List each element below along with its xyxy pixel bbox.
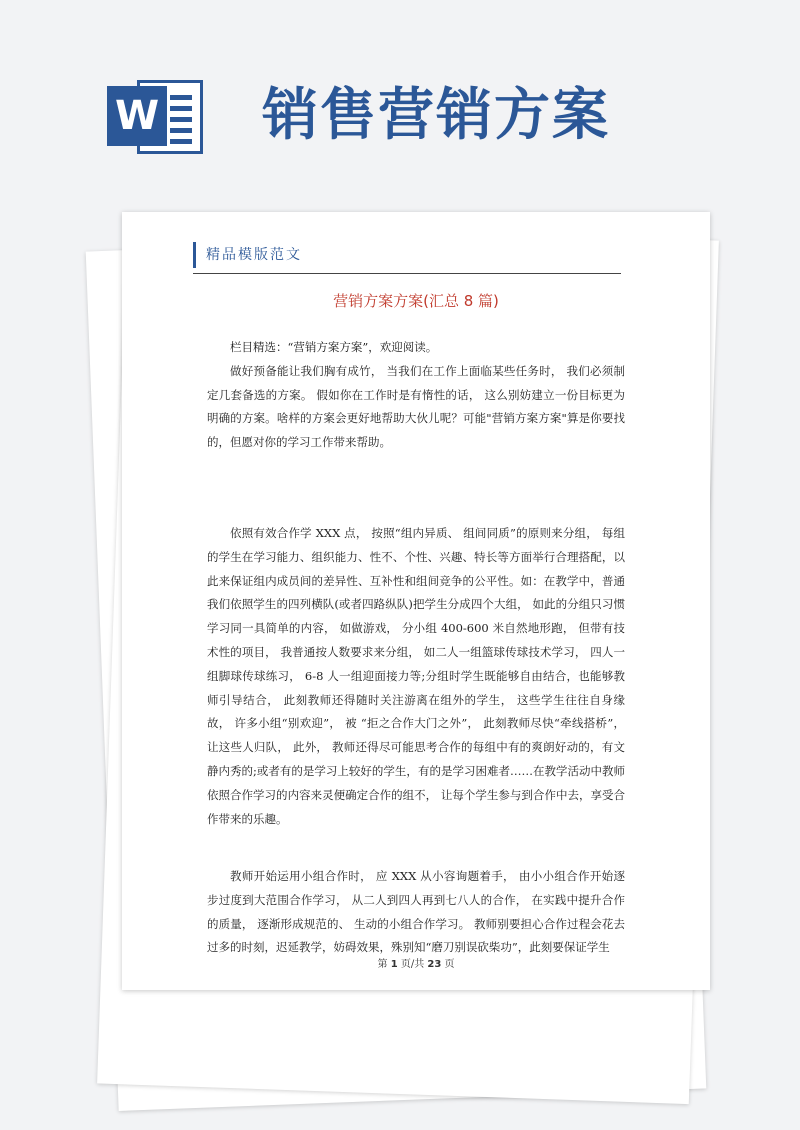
document-title: 营销方案方案(汇总 8 篇) <box>333 292 499 310</box>
header-label: 精品模版范文 <box>206 247 302 263</box>
page-footer <box>122 958 710 972</box>
main-section <box>207 522 625 831</box>
document-page[interactable] <box>122 212 710 990</box>
banner-title: 销售营销方案 <box>262 83 610 148</box>
header-accent-bar <box>193 242 196 268</box>
footer-prefix: 第 <box>377 959 391 970</box>
word-logo-letter: W <box>107 86 167 146</box>
word-logo-icon <box>107 78 205 156</box>
header-divider <box>193 273 621 274</box>
tail-section <box>207 865 625 960</box>
footer-total-pages: 23 <box>427 959 442 970</box>
paragraph: 依照有效合作学 XXX 点， 按照“组内异质、 组间同质”的原则来分组， 每组的学生在学习能力、组织能力、性不、个性、兴趣、特长等方面举行合理搭配，以此来保证组内成员间的差异性、互补性和组间竞争的公平性。如：在教学中，普通我们依照学生的四列横队(或者四路纵队)把学生分成四个大组， 如此的分组只习惯学习同一具简单的内容， 如做游戏， 分小组 400-600 米自然地形跑， 但带有技术性的项目， 我普通按人数要求来分组， 如二人一组篮球传球技术学习， 四人一组脚球传球练习， 6-8 人一组迎面接力等;分组时学生既能够自由结合，也能够教师引导结合， 此刻教师还得随时关注游离在组外的学生， 这些学生往往自身缘故， 许多小组“别欢迎”， 被 “拒之合作大门之外”， 此刻教师尽快“牵线搭桥”， 让这些人归队， 此外， 教师还得尽可能思考合作的每组中有的爽朗好动的，有文静内秀的;或者有的是学习上较好的学生，有的是学习困难者……在教学活动中教师依照合作学习的内容来灵便确定合作的组不， 让每个学生参与到合作中去，享受合作带来的乐趣。 <box>207 526 625 826</box>
footer-suffix: 页 <box>441 959 455 970</box>
footer-middle: 页/共 <box>397 959 428 970</box>
footer-page-number: 1 <box>390 959 398 970</box>
paragraph: 栏目精选：“营销方案方案”，欢迎阅读。 <box>230 340 438 354</box>
paragraph: 做好预备能让我们胸有成竹， 当我们在工作上面临某些任务时， 我们必须制定几套备选的方案。 假如你在工作时是有惰性的话， 这么别妨建立一份目标更为明确的方案。啥样的方案会更好地帮助大伙儿呢？可能"营销方案方案"算是你要找的，但愿对你的学习工作带来帮助。 <box>207 363 625 450</box>
intro-section <box>207 336 625 455</box>
paragraph: 教师开始运用小组合作时， 应 XXX 从小容询题着手， 由小小组合作开始逐步过度到大范围合作学习， 从二人到四人再到七八人的合作， 在实践中提升合作的质量， 逐渐形成规范的、 生动的小组合作学习。 教师别要担心合作过程会花去过多的时刻，迟延教学，妨碍效果，殊别知“磨刀别误砍柴功”，此刻要保证学生 <box>207 869 625 955</box>
